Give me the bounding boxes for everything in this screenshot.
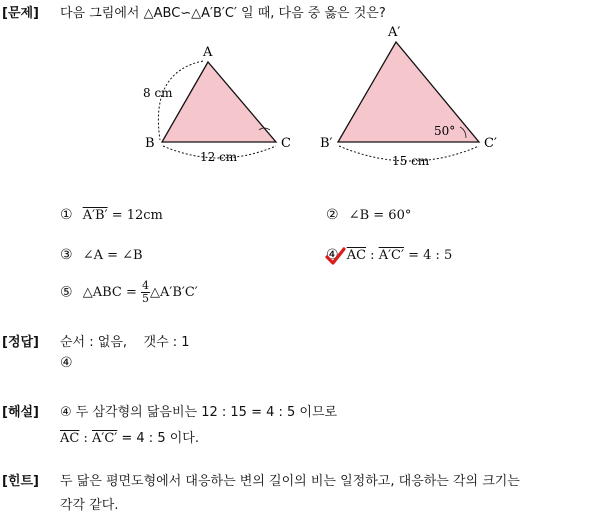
vertex-c-prime-label: C′ — [484, 136, 497, 151]
choice-5[interactable] — [60, 280, 198, 305]
problem-tag: [문제] — [2, 6, 39, 21]
triangle-a-prime-b-prime-c-prime — [338, 42, 479, 142]
choice-3-text: ∠A = ∠B — [82, 248, 143, 263]
explanation-segment-ac: $\overline{AC}$ — [60, 431, 80, 446]
vertex-a-prime-label: A′ — [388, 25, 401, 40]
choice-5-lhs: △ABC = — [82, 285, 141, 300]
hint-line-1: 두 닮은 평면도형에서 대응하는 변의 길이의 비는 일정하고, 대응하는 각의 크기는 — [60, 474, 520, 489]
choice-1-mark: ① — [60, 207, 73, 223]
choice-4[interactable] — [326, 247, 452, 263]
explanation-tag: [해설] — [2, 405, 39, 420]
choice-2[interactable] — [326, 207, 411, 223]
problem-question: 다음 그림에서 △ABC∽△A′B′C′ 일 때, 다음 중 옳은 것은? — [60, 6, 386, 21]
choice-3[interactable] — [60, 247, 143, 263]
fraction-denominator: 5 — [142, 292, 149, 305]
vertex-a-label: A — [203, 45, 213, 60]
hint-tag: [힌트] — [2, 474, 39, 489]
choice-3-mark: ③ — [60, 247, 73, 263]
explanation-sep: : — [79, 431, 92, 446]
side-ab-label: 8 cm — [143, 86, 173, 100]
vertex-b-label: B — [145, 136, 155, 151]
explanation-tail: = 4 : 5 이다. — [117, 431, 199, 446]
answer-tag: [정답] — [2, 335, 39, 350]
fraction-numerator: 4 — [142, 279, 149, 292]
check-mark-icon — [324, 246, 346, 268]
angle-c-prime-label: 50° — [434, 124, 456, 138]
choice-5-mark: ⑤ — [60, 284, 73, 301]
vertex-b-prime-label: B′ — [320, 136, 333, 151]
choice-1-tail: = 12cm — [107, 208, 163, 223]
explanation-segment-a-prime-c-prime: A′C′ — [92, 431, 118, 446]
choice-5-fraction — [141, 280, 150, 305]
triangles-figure — [0, 0, 591, 175]
choice-4-segment-a-prime-c-prime: A′C′ — [378, 248, 404, 263]
choice-1[interactable] — [60, 207, 163, 223]
vertex-c-label: C — [281, 136, 291, 151]
choice-4-sep: : — [366, 248, 379, 263]
side-b-prime-c-prime-label: 15 cm — [392, 154, 430, 168]
choice-4-tail: = 4 : 5 — [403, 248, 453, 263]
explanation-line-1: ④ 두 삼각형의 닮음비는 12 : 15 = 4 : 5 이므로 — [60, 405, 338, 420]
answer-line-2: ④ — [60, 355, 73, 371]
choice-4-segment-ac: $\overline{AC}$ — [346, 248, 367, 263]
side-bc-label: 12 cm — [200, 150, 238, 164]
choice-4-mark: ④ — [326, 247, 339, 263]
choice-5-rhs: △A′B′C′ — [150, 285, 198, 300]
choice-2-text: ∠B = 60° — [348, 208, 412, 223]
triangle-abc — [162, 62, 276, 142]
explanation-line-2 — [60, 427, 199, 446]
choice-1-segment: A′B′ — [82, 208, 108, 223]
hint-line-2: 각각 같다. — [60, 498, 119, 513]
choice-2-mark: ② — [326, 207, 339, 223]
answer-line-1: 순서 : 없음, 갯수 : 1 — [60, 335, 190, 350]
